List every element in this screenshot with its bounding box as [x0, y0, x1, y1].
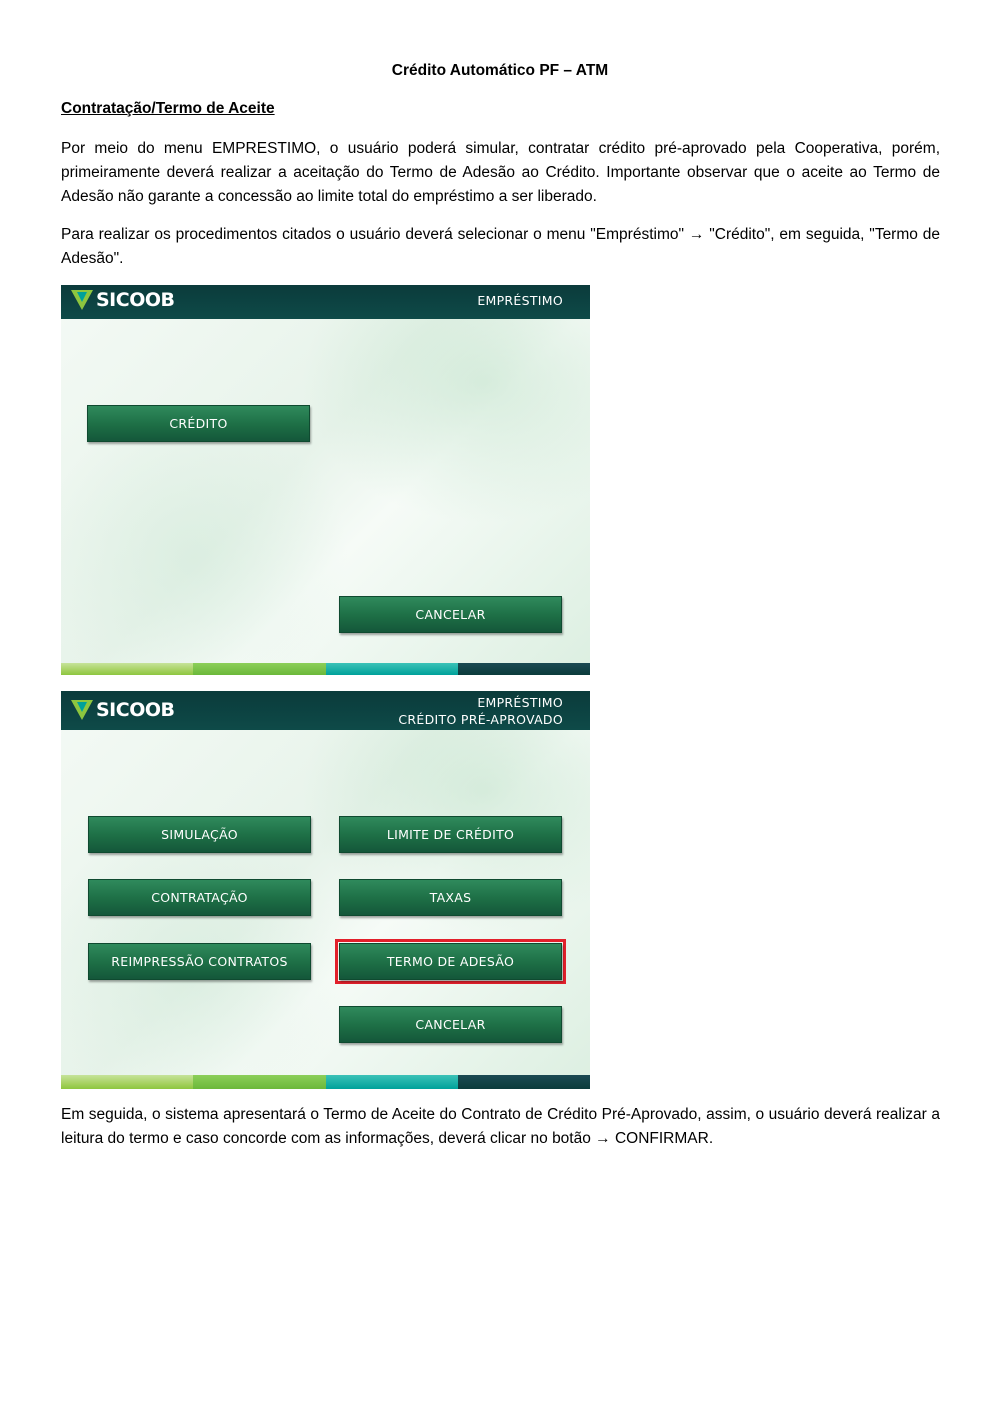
termo-de-adesao-button[interactable]: TERMO DE ADESÃO — [339, 943, 562, 980]
atm-header — [61, 285, 590, 319]
screen-title-line2: CRÉDITO PRÉ-APROVADO — [398, 712, 563, 727]
simulacao-button[interactable]: SIMULAÇÃO — [88, 816, 311, 853]
intro-paragraph: Por meio do menu EMPRESTIMO, o usuário poderá simular, contratar crédito pré-aprovado pela Cooperativa, porém, primeiramente deverá realizar a aceitação do Termo de Adesão ao Crédito. Importante observar que o aceite ao Termo de Adesão não garante a concessão ao limite total do empréstimo a ser liberado. — [61, 140, 940, 205]
atm-footer-bar — [61, 663, 590, 675]
credito-button[interactable]: CRÉDITO — [87, 405, 310, 442]
closing-paragraph: Em seguida, o sistema apresentará o Termo de Aceite do Contrato de Crédito Pré-Aprovado, assim, o usuário deverá realizar a leitura do termo e caso concorde com as informações, deverá clicar no botão → CONFIRMAR. — [61, 1106, 940, 1147]
screen-title-line1: EMPRÉSTIMO — [477, 695, 563, 710]
sicoob-logo-icon — [71, 290, 93, 310]
sicoob-logo-icon — [71, 700, 93, 720]
sicoob-logo-text: SICOOB — [96, 289, 175, 311]
atm-footer-bar — [61, 1075, 590, 1089]
footer-segment — [326, 1075, 458, 1089]
footer-segment — [458, 663, 590, 675]
footer-segment — [326, 663, 458, 675]
footer-segment — [193, 663, 325, 675]
cancelar-button[interactable]: CANCELAR — [339, 596, 562, 633]
sicoob-logo — [71, 289, 174, 311]
limite-de-credito-button[interactable]: LIMITE DE CRÉDITO — [339, 816, 562, 853]
footer-segment — [193, 1075, 325, 1089]
footer-segment — [61, 663, 193, 675]
section-heading: Contratação/Termo de Aceite — [61, 100, 275, 117]
screen-title: EMPRÉSTIMO — [477, 293, 563, 308]
footer-segment — [61, 1075, 193, 1089]
footer-segment — [458, 1075, 590, 1089]
document-title: Crédito Automático PF – ATM — [391, 62, 609, 79]
instructions-paragraph: Para realizar os procedimentos citados o usuário deverá selecionar o menu "Empréstimo" → "Crédito", em seguida, "Termo de Adesão". — [61, 226, 940, 267]
contratacao-button[interactable]: CONTRATAÇÃO — [88, 879, 311, 916]
taxas-button[interactable]: TAXAS — [339, 879, 562, 916]
sicoob-logo-text: SICOOB — [96, 699, 175, 721]
cancelar-button[interactable]: CANCELAR — [339, 1006, 562, 1043]
atm-header — [61, 691, 590, 730]
screen-title — [398, 694, 563, 728]
atm-screen-emprestimo — [61, 285, 590, 675]
sicoob-logo — [71, 699, 174, 721]
reimpressao-contratos-button[interactable]: REIMPRESSÃO CONTRATOS — [88, 943, 311, 980]
atm-screen-credito-pre-aprovado — [61, 691, 590, 1089]
